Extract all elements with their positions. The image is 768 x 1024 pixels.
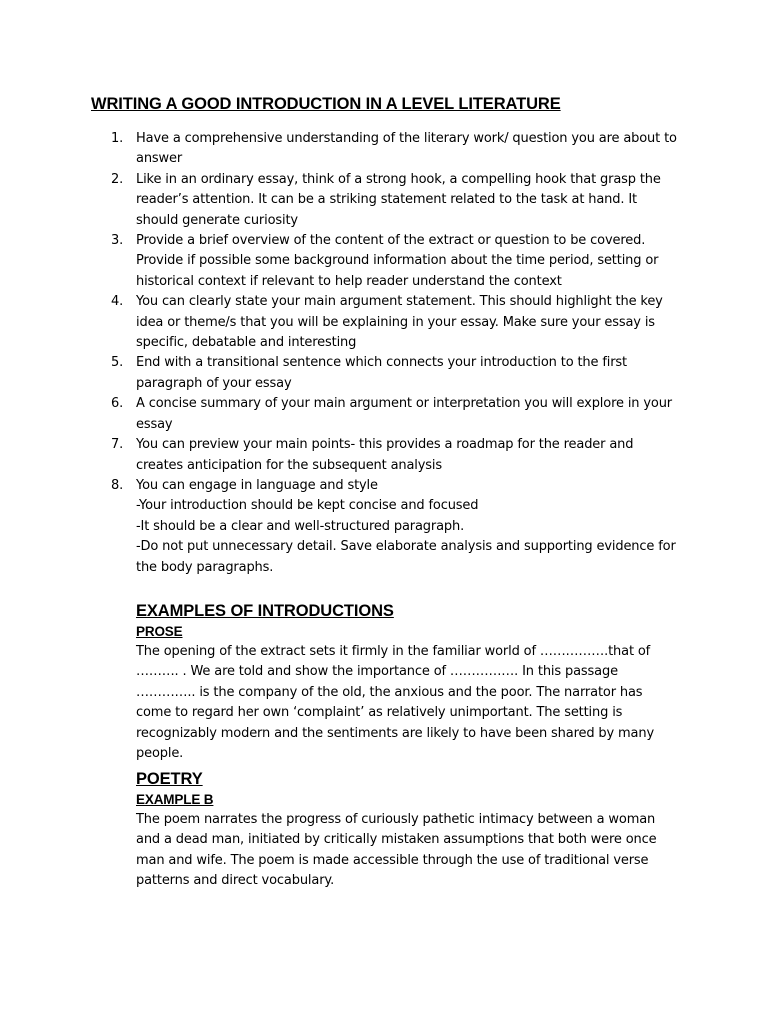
list-item-text: A concise summary of your main argument or interpretation you will explore in your essay (136, 396, 672, 432)
list-item-number: 7. (111, 437, 124, 453)
list-item-note: -It should be a clear and well-structured paragraph. (136, 518, 465, 534)
list-item (111, 353, 681, 394)
list-item (111, 129, 681, 170)
list-item (111, 435, 681, 476)
list-item (111, 394, 681, 435)
list-item-number: 4. (111, 294, 124, 310)
list-item-text: Have a comprehensive understanding of the literary work/ question you are about to answer (136, 131, 677, 167)
list-item (111, 231, 681, 292)
list-item-text: You can preview your main points- this provides a roadmap for the reader and creates anticipation for the subsequent analysis (136, 437, 634, 473)
page-title: WRITING A GOOD INTRODUCTION IN A LEVEL LITERATURE (91, 95, 561, 113)
prose-paragraph: The opening of the extract sets it firmly in the familiar world of …………….that of ………. . We are told and show the importance of ……………. In this passage ………….. is the company of the old, the anxious and the poor. The narrator has come to regard her own ‘complaint’ as relatively unimportant. The setting is recognizably modern and the sentiments are likely to have been shared by many people. (136, 644, 654, 762)
list-item (111, 476, 681, 578)
list-item-number: 2. (111, 171, 124, 187)
list-item-number: 1. (111, 131, 124, 146)
examples-heading: EXAMPLES OF INTRODUCTIONS (136, 602, 394, 620)
list-item-text: Like in an ordinary essay, think of a strong hook, a compelling hook that grasp the reader’s attention. It can be a striking statement related to the task at hand. It should generate curiosity (136, 171, 661, 228)
list-item (111, 170, 681, 231)
list-item-note: -Do not put unnecessary detail. Save elaborate analysis and supporting evidence for the body paragraphs. (136, 539, 676, 575)
list-item-number: 8. (111, 477, 124, 493)
list-item-number: 5. (111, 355, 124, 371)
example-b-heading: EXAMPLE B (136, 792, 214, 807)
list-item-note: -Your introduction should be kept concise and focused (136, 498, 479, 514)
list-item-number: 6. (111, 396, 124, 412)
steps-list (111, 129, 681, 578)
poetry-paragraph: The poem narrates the progress of curiously pathetic intimacy between a woman and a dead man, initiated by critically mistaken assumptions that both were once man and wife. The poem is made accessible through the use of traditional verse patterns and direct vocabulary. (136, 812, 657, 889)
list-item (111, 292, 681, 353)
list-item-text: You can clearly state your main argument statement. This should highlight the key idea or theme/s that you will be explaining in your essay. Make sure your essay is specific, debatable and interesting (136, 294, 663, 351)
poetry-section (136, 768, 681, 892)
list-item-text: Provide a brief overview of the content of the extract or question to be covered. Provide if possible some background information about the time period, setting or historical context if relevant to help reader understand the context (136, 233, 659, 289)
prose-heading: PROSE (136, 624, 183, 639)
list-item-text: You can engage in language and style (136, 477, 378, 493)
list-item-number: 3. (111, 233, 124, 249)
poetry-heading: POETRY (136, 770, 203, 788)
list-item-text: End with a transitional sentence which connects your introduction to the first paragraph of your essay (136, 355, 627, 391)
examples-section (136, 600, 681, 764)
